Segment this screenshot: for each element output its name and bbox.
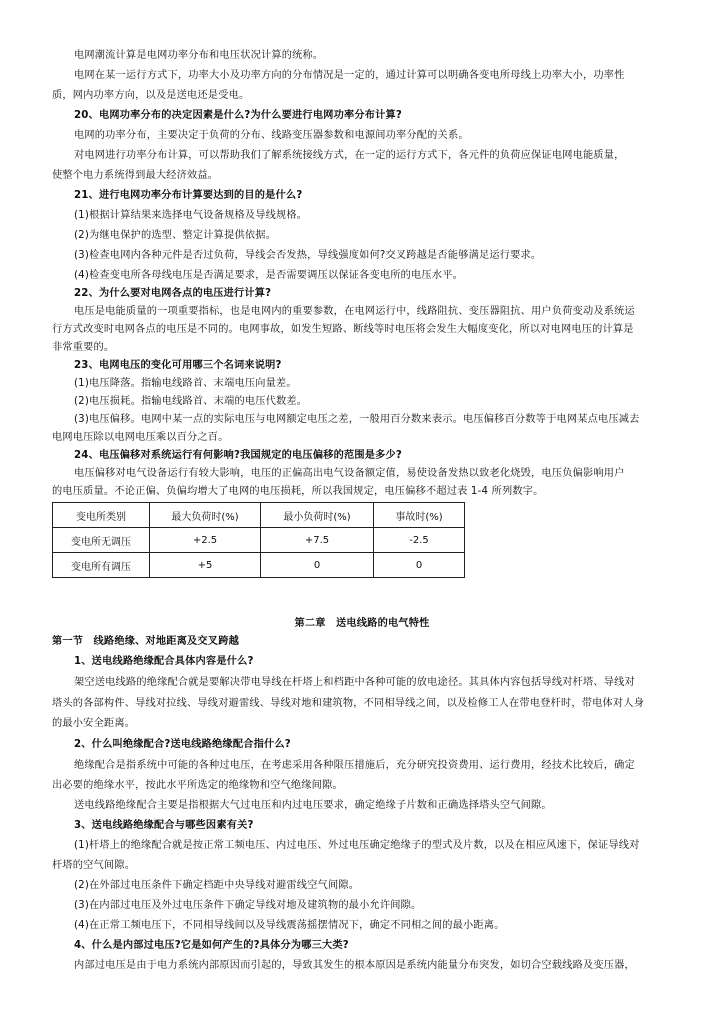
table-cell: +7.5: [261, 528, 374, 553]
list-item: (2)电压损耗。指输电线路首、末端的电压代数差。: [74, 396, 308, 407]
question-heading-20: 20、电网功率分布的决定因素是什么?为什么要进行电网功率分布计算?: [74, 110, 403, 121]
section-title: 第一节 线路绝缘、对地距离及交叉跨越: [52, 636, 239, 647]
paragraph-line: 质，网内功率方向，以及是送电还是受电。: [52, 90, 250, 101]
paragraph-line: 的最小安全距离。: [52, 718, 136, 729]
table-cell: -2.5: [374, 528, 465, 553]
paragraph-line: 架空送电线路的绝缘配合就是要解决带电导线在杆塔上和档距中各种可能的放电途径。其具体内容包括导线对杆塔、导线对: [74, 677, 635, 688]
list-item: (3)检查电网内各种元件是否过负荷，导线会否发热，导线强度如何?交叉跨越是否能够满足运行要求。: [74, 250, 542, 261]
paragraph-line: 杆塔的空气间隙。: [52, 860, 136, 871]
list-item: (1)杆塔上的绝缘配合就是按正常工频电压、内过电压、外过电压确定绝缘子的型式及片数，以及在相应风速下，保证导线对: [74, 840, 640, 851]
table-header-cell: 最大负荷时(%): [150, 503, 261, 528]
chapter-title: 第二章 送电线路的电气特性: [294, 618, 430, 629]
table-header-row: [53, 503, 465, 528]
paragraph-line: 送电线路绝缘配合主要是指根据大气过电压和内过电压要求，确定绝缘子片数和正确选择塔头空气间隙。: [74, 800, 552, 811]
list-item: (1)电压降落。指输电线路首、末端电压向量差。: [74, 378, 297, 389]
paragraph-line: 电网在某一运行方式下，功率大小及功率方向的分布情况是一定的，通过计算可以明确各变电所母线上功率大小，功率性: [74, 70, 625, 81]
list-item: (2)为继电保护的选型、整定计算提供依据。: [74, 230, 277, 241]
question-heading-2: 2、什么叫绝缘配合?送电线路绝缘配合指什么?: [74, 739, 291, 750]
list-item: (4)在正常工频电压下，不同相导线间以及导线震荡摇摆情况下，确定不同相之间的最小距离。: [74, 920, 505, 931]
paragraph-line: 内部过电压是由于电力系统内部原因而引起的，导致其发生的根本原因是系统内能量分布突发，如切合空载线路及变压器，: [74, 960, 635, 971]
question-heading-21: 21、进行电网功率分布计算要达到的目的是什么?: [74, 190, 303, 201]
list-item: (3)在内部过电压及外过电压条件下确定导线对地及建筑物的最小允许间隙。: [74, 900, 422, 911]
paragraph-line: 电网电压除以电网电压乘以百分之百。: [52, 432, 229, 443]
paragraph-line: 绝缘配合是指系统中可能的各种过电压，在考虑采用各种限压措施后，充分研究投资费用、运行费用，经技术比较后，确定: [74, 760, 635, 771]
question-heading-1: 1、送电线路绝缘配合具体内容是什么?: [74, 656, 254, 667]
table-cell: +5: [150, 553, 261, 578]
question-heading-4: 4、什么是内部过电压?它是如何产生的?具体分为哪三大类?: [74, 940, 349, 951]
list-item: (2)在外部过电压条件下确定档距中央导线对避雷线空气间隙。: [74, 880, 360, 891]
paragraph-line: 行方式改变时电网各点的电压是不同的。电网事故，如发生短路、断线等时电压将会发生大幅度变化，所以对电网电压的计算是: [52, 324, 634, 335]
paragraph-line: 对电网进行功率分布计算，可以帮助我们了解系统接线方式，在一定的运行方式下，各元件的负荷应保证电网电能质量，: [74, 150, 625, 161]
table-row: [53, 528, 465, 553]
voltage-deviation-table: [52, 502, 465, 578]
table-cell: 变电所无调压: [53, 528, 150, 553]
paragraph-line: 电压偏移对电气设备运行有较大影响，电压的正偏高出电气设备额定值，易使设备发热以致老化烧毁，电压负偏影响用户: [74, 468, 625, 479]
list-item: (1)根据计算结果来选择电气设备规格及导线规格。: [74, 210, 308, 221]
paragraph-line: 塔头的各部构件、导线对拉线、导线对避雷线、导线对地和建筑物，不同相导线之间，以及检修工人在带电登杆时，带电体对人身: [52, 698, 645, 709]
table-header-cell: 最小负荷时(%): [261, 503, 374, 528]
table-header-cell: 变电所类别: [53, 503, 150, 528]
list-item: (4)检查变电所各母线电压是否满足要求，是否需要调压以保证各变电所的电压水平。: [74, 270, 463, 281]
paragraph-line: 使整个电力系统得到最大经济效益。: [52, 170, 219, 181]
table-cell: 0: [261, 553, 374, 578]
question-heading-22: 22、为什么要对电网各点的电压进行计算?: [74, 288, 272, 299]
paragraph-line: 电压是电能质量的一项重要指标，也是电网内的重要参数，在电网运行中，线路阻抗、变压器阻抗、用户负荷变动及系统运: [74, 306, 635, 317]
paragraph-line: 非常重要的。: [52, 342, 115, 353]
table-cell: 0: [374, 553, 465, 578]
question-heading-24: 24、电压偏移对系统运行有何影响?我国规定的电压偏移的范围是多少?: [74, 450, 403, 461]
paragraph-line: 电网潮流计算是电网功率分布和电压状况计算的统称。: [74, 50, 324, 61]
question-heading-3: 3、送电线路绝缘配合与哪些因素有关?: [74, 820, 254, 831]
table-cell: +2.5: [150, 528, 261, 553]
table-cell: 变电所有调压: [53, 553, 150, 578]
table-row: [53, 553, 465, 578]
list-item: (3)电压偏移。电网中某一点的实际电压与电网额定电压之差，一般用百分数来表示。电压偏移百分数等于电网某点电压减去: [74, 414, 640, 425]
paragraph-line: 的电压质量。不论正偏、负偏均增大了电网的电压损耗，所以我国规定，电压偏移不超过表 1-4 所列数字。: [52, 486, 544, 497]
paragraph-line: 电网的功率分布，主要决定于负荷的分布、线路变压器参数和电源间功率分配的关系。: [74, 130, 469, 141]
question-heading-23: 23、电网电压的变化可用哪三个名词来说明?: [74, 360, 282, 371]
paragraph-line: 出必要的绝缘水平，按此水平所选定的绝缘物和空气绝缘间隙。: [52, 780, 343, 791]
table-header-cell: 事故时(%): [374, 503, 465, 528]
